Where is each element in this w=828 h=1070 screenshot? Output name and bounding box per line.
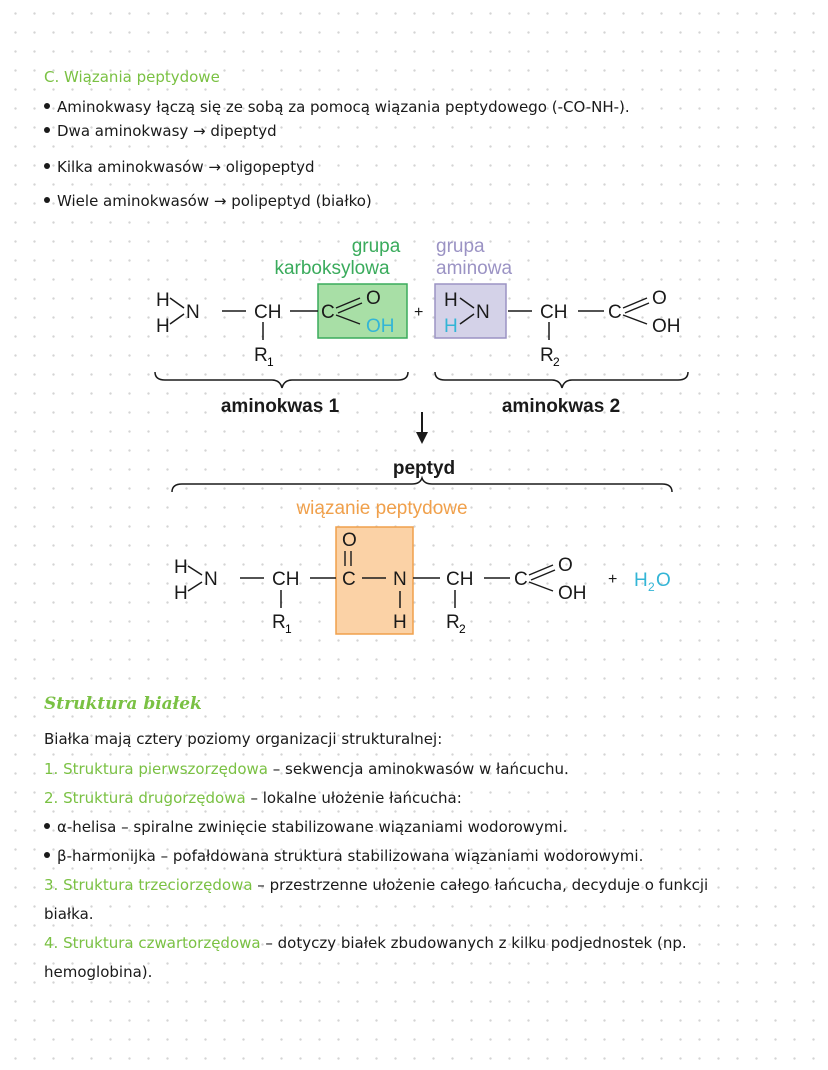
svg-text:C: C	[321, 302, 335, 323]
svg-text:+: +	[608, 571, 618, 588]
section-c-title: C. Wiązania peptydowe	[44, 68, 220, 86]
label-aminokwas-1: aminokwas 1	[220, 396, 340, 417]
water-sub: 2	[648, 580, 655, 594]
svg-text:CH: CH	[540, 302, 568, 323]
r2-label-bottom: R	[446, 612, 460, 633]
bullet-polypeptide: Wiele aminokwasów → polipeptyd (białko)	[44, 192, 372, 210]
sub-bullet-alpha-helix: α-helisa – spiralne zwinięcie stabilizowane wiązaniami wodorowymi.	[44, 818, 567, 836]
label-aminowa: aminowa	[436, 258, 513, 279]
structure-item-3-text: – przestrzenne ułożenie całego łańcucha, decyduje o funkcji	[252, 876, 709, 894]
structure-item-2	[44, 789, 462, 807]
bullet-dipeptide: Dwa aminokwasy → dipeptyd	[44, 122, 277, 140]
water-o: O	[656, 570, 671, 591]
svg-text:N: N	[393, 569, 407, 590]
bullet-oligopeptide: Kilka aminokwasów → oligopeptyd	[44, 158, 314, 176]
structure-item-4-num: 4. Struktura czwartorzędowa	[44, 934, 261, 952]
svg-text:N: N	[204, 569, 218, 590]
svg-text:1: 1	[267, 355, 274, 369]
structure-item-4-cont: hemoglobina).	[44, 963, 153, 981]
structure-item-2-text: – lokalne ułożenie łańcucha:	[245, 789, 462, 807]
svg-text:OH: OH	[558, 583, 587, 604]
structure-item-1-text: – sekwencja aminokwasów w łańcuchu.	[268, 760, 569, 778]
svg-text:H: H	[156, 316, 170, 337]
svg-text:OH: OH	[366, 316, 395, 337]
svg-text:H: H	[444, 316, 458, 337]
svg-text:O: O	[652, 288, 667, 309]
label-grupa-carboxyl: grupa	[351, 236, 401, 257]
label-karboksylowa: karboksylowa	[274, 258, 390, 279]
structure-intro: Białka mają cztery poziomy organizacji strukturalnej:	[44, 730, 443, 748]
structure-item-4-text: – dotyczy białek zbudowanych z kilku podjednostek (np.	[260, 934, 687, 952]
structure-title: Struktura białek	[44, 694, 202, 714]
svg-text:CH: CH	[254, 302, 282, 323]
label-grupa-amine: grupa	[436, 236, 485, 257]
r1-label-top: R	[254, 345, 268, 366]
water-h: H	[634, 570, 648, 591]
svg-text:H: H	[174, 583, 188, 604]
svg-text:2: 2	[553, 355, 560, 369]
structure-item-3-cont: białka.	[44, 905, 94, 923]
bullet-peptide-bond: Aminokwasy łączą się ze sobą za pomocą wiązania peptydowego (-CO-NH-).	[44, 98, 630, 116]
label-aminokwas-2: aminokwas 2	[501, 396, 621, 417]
svg-text:N: N	[476, 302, 490, 323]
structure-item-3-num: 3. Struktura trzeciorzędowa	[44, 876, 253, 894]
svg-text:C: C	[608, 302, 622, 323]
sub-bullet-beta-sheet: β-harmonijka – pofałdowana struktura stabilizowana wiązaniami wodorowymi.	[44, 847, 643, 865]
r1-label-bottom: R	[272, 612, 286, 633]
label-wiazanie: wiązanie peptydowe	[296, 498, 468, 519]
structure-item-1-num: 1. Struktura pierwszorzędowa	[44, 760, 269, 778]
svg-text:O: O	[366, 288, 381, 309]
svg-text:H: H	[156, 290, 170, 311]
svg-text:O: O	[558, 555, 573, 576]
structure-item-1	[44, 760, 569, 778]
svg-text:CH: CH	[272, 569, 300, 590]
brace-aminokwas-1	[155, 372, 408, 388]
reaction-arrow-head	[416, 432, 428, 444]
svg-text:1: 1	[285, 622, 292, 636]
svg-text:H: H	[393, 612, 407, 633]
structure-item-3	[44, 876, 708, 894]
svg-text:O: O	[342, 530, 357, 551]
svg-text:C: C	[342, 569, 356, 590]
svg-text:+: +	[414, 304, 424, 321]
svg-text:C: C	[514, 569, 528, 590]
label-peptyd: peptyd	[392, 458, 456, 479]
svg-text:CH: CH	[446, 569, 474, 590]
peptide-reaction-diagram	[0, 228, 828, 668]
structure-item-2-num: 2. Struktura drugorzędowa	[44, 789, 246, 807]
r2-label-top: R	[540, 345, 554, 366]
brace-peptyd	[172, 478, 672, 492]
svg-text:H: H	[174, 557, 188, 578]
svg-text:OH: OH	[652, 316, 681, 337]
brace-aminokwas-2	[435, 372, 688, 388]
svg-text:2: 2	[459, 622, 466, 636]
svg-text:N: N	[186, 302, 200, 323]
structure-item-4	[44, 934, 687, 952]
svg-text:H: H	[444, 290, 458, 311]
